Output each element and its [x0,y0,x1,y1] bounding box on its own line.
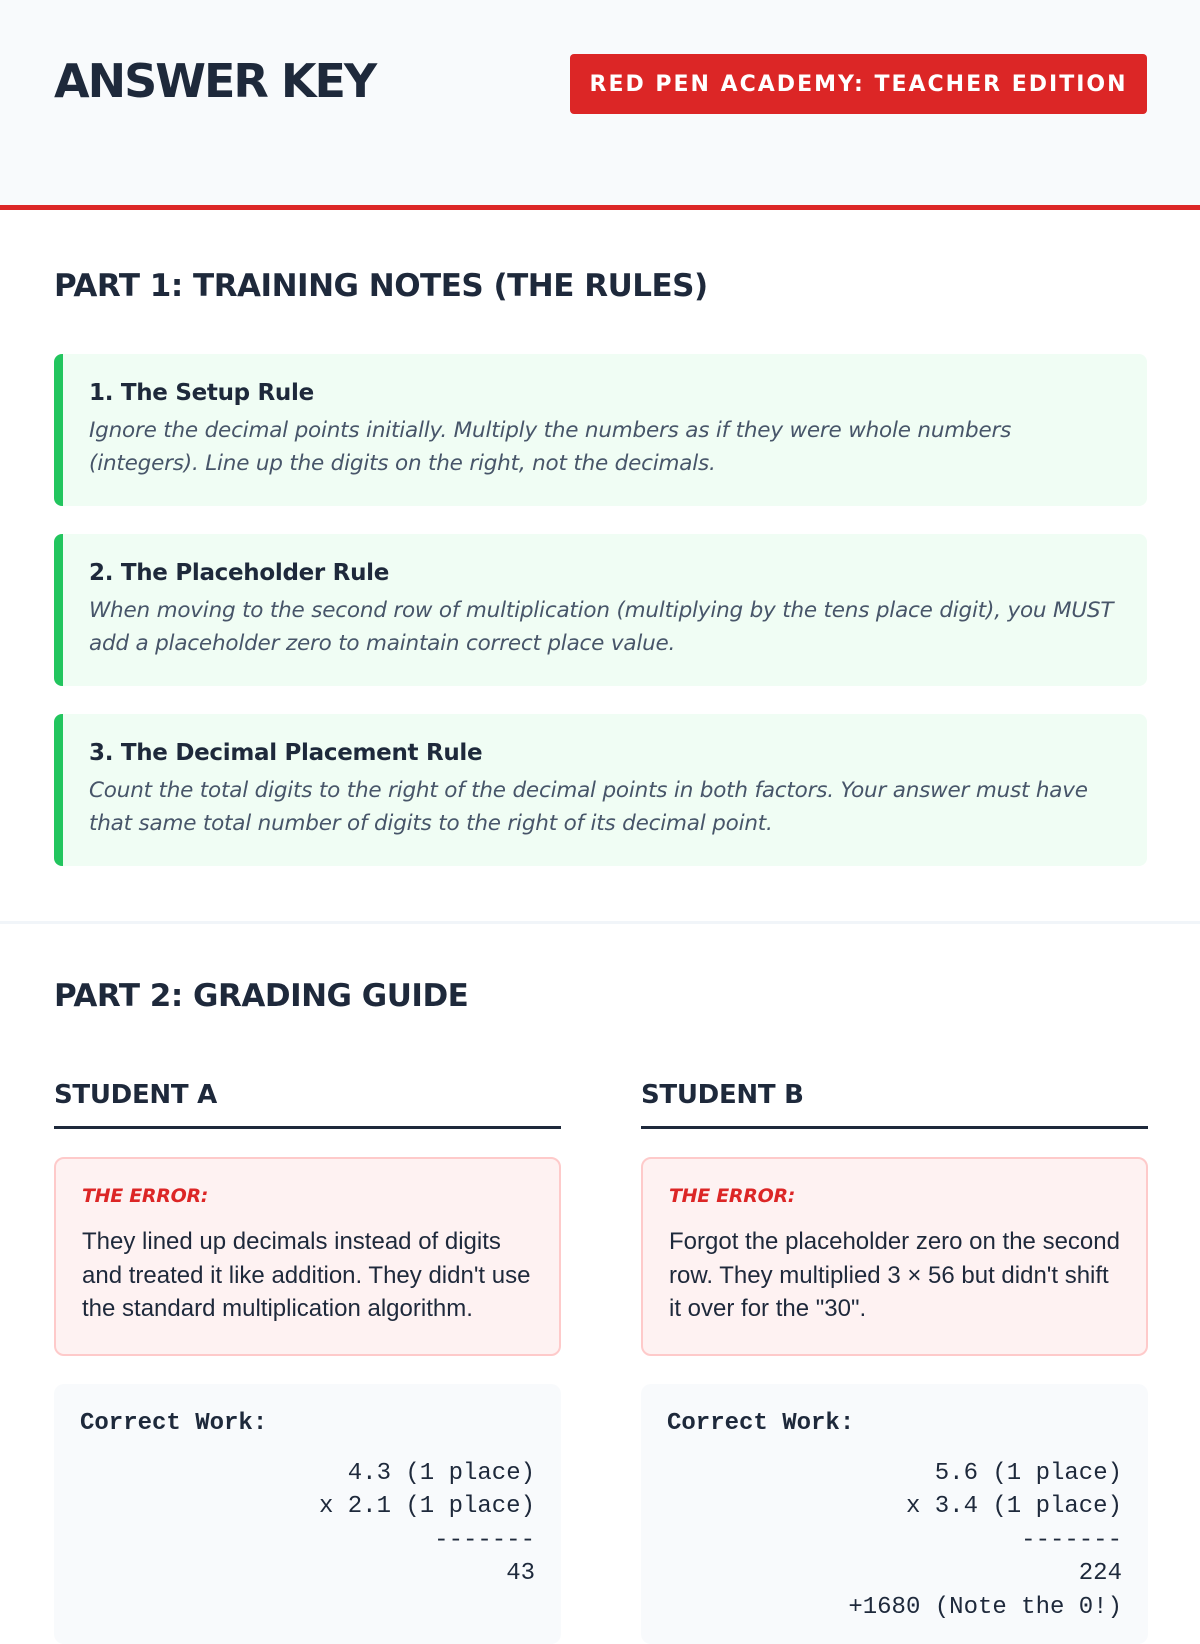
rule-body: Count the total digits to the right of the decimal points in both factors. Your answer must have that same total number of digits to the right of its decimal point. [89,778,1088,836]
rule-body: Ignore the decimal points initially. Multiply the numbers as if they were whole numbers (integers). Line up the digits on the right, not the decimals. [89,418,1012,476]
rule-card-decimal-placement [54,714,1147,866]
edition-badge: RED PEN ACADEMY: TEACHER EDITION [570,54,1147,114]
student-a-column [54,1080,561,1644]
work-line: ------- [434,1526,535,1554]
rule-card-setup [54,354,1147,506]
error-text: They lined up decimals instead of digits and treated it like addition. They didn't use the standard multiplication algorithm. [82,1228,531,1322]
student-b-correct-work [641,1384,1148,1644]
part1-heading: PART 1: TRAINING NOTES (THE RULES) [54,268,708,304]
page-title: ANSWER KEY [54,54,376,108]
page-header [0,0,1200,210]
work-title: Correct Work: [80,1409,268,1437]
student-b-error-box [641,1157,1148,1356]
student-b-heading: STUDENT B [641,1080,1148,1129]
section-divider [0,921,1200,924]
work-line: 4.3 (1 place) [347,1459,535,1487]
rule-title: 2. The Placeholder Rule [89,560,390,586]
student-b-column [641,1080,1148,1644]
work-line: 224 [1078,1560,1122,1587]
error-label: THE ERROR: [669,1185,796,1207]
student-a-heading: STUDENT A [54,1080,561,1129]
error-label: THE ERROR: [82,1185,209,1207]
student-a-correct-work [54,1384,561,1644]
part2-heading: PART 2: GRADING GUIDE [54,978,469,1014]
work-line: +1680 (Note the 0!) [848,1593,1122,1621]
work-line: ------- [1021,1526,1122,1554]
work-title: Correct Work: [667,1409,855,1437]
rule-body: When moving to the second row of multiplication (multiplying by the tens place digit), you MUST add a placeholder zero to maintain correct place value. [89,598,1114,656]
work-line: x 3.4 (1 place) [905,1493,1122,1520]
rule-title: 3. The Decimal Placement Rule [89,740,483,766]
error-text: Forgot the placeholder zero on the second row. They multiplied 3 × 56 but didn't shift it over for the "30". [669,1228,1120,1322]
student-a-error-box [54,1157,561,1356]
work-line: 5.6 (1 place) [934,1459,1122,1487]
work-line: x 2.1 (1 place) [318,1493,535,1520]
rule-card-placeholder [54,534,1147,686]
work-line: 43 [506,1560,535,1587]
rule-title: 1. The Setup Rule [89,380,314,406]
